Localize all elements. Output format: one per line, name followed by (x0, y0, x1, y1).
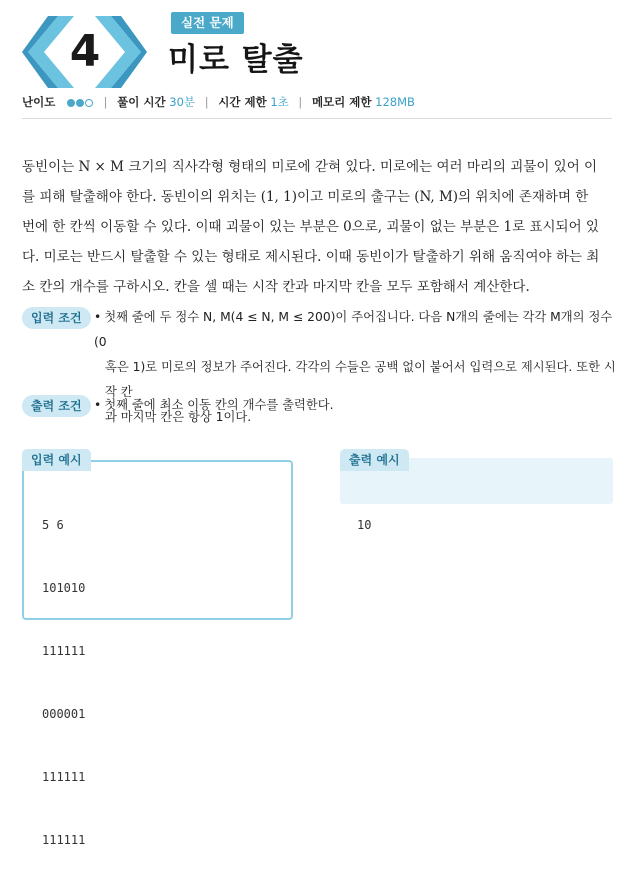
code-line: 101010 (42, 581, 86, 595)
code-line: 111111 (42, 644, 86, 658)
chapter-header (22, 10, 622, 90)
problem-meta (22, 94, 415, 111)
input-example-label: 입력 예시 (22, 449, 91, 471)
condition-line: 첫째 줄에 두 정수 N, M(4 ≤ N, M ≤ 200)이 주어집니다. 다음 N개의 줄에는 각각 M개의 정수(0 (94, 310, 613, 349)
code-line: 10 (357, 518, 372, 532)
memory-limit-label: 메모리 제한 (311, 95, 372, 109)
time-limit-value: 1초 (270, 95, 289, 109)
code-line: 111111 (42, 833, 86, 847)
divider: | (103, 95, 108, 109)
time-limit-label: 시간 제한 (218, 95, 267, 109)
problem-description (22, 152, 616, 302)
code-line: 5 6 (42, 518, 64, 532)
header-divider (22, 118, 612, 119)
difficulty-dot-empty-icon (85, 99, 93, 107)
description-line: 소 칸의 개수를 구하시오. 칸을 셀 때는 시작 칸과 마지막 칸을 모두 포함해서 계산한다. (22, 279, 530, 295)
divider: | (204, 95, 209, 109)
condition-line: 첫째 줄에 최소 이동 칸의 개수를 출력한다. (104, 398, 334, 412)
output-condition-label: 출력 조건 (22, 395, 91, 417)
input-example-code (42, 473, 85, 872)
code-line: 000001 (42, 707, 86, 721)
description-line: 동빈이는 N × M 크기의 직사각형 형태의 미로에 갇혀 있다. 미로에는 여러 마리의 괴물이 있어 이 (22, 159, 598, 175)
output-example-code (357, 473, 371, 557)
difficulty-dot-filled-icon (67, 99, 75, 107)
difficulty-indicator (67, 95, 94, 111)
input-condition-label: 입력 조건 (22, 307, 91, 329)
memory-limit-value: 128MB (375, 95, 415, 109)
output-condition-text (94, 393, 616, 418)
problem-number-logo (22, 14, 147, 90)
bullet: • (94, 310, 102, 324)
time-value: 30분 (169, 95, 196, 109)
code-line: 111111 (42, 770, 86, 784)
condition-line: 과 마지막 칸은 항상 1이다. (105, 410, 252, 424)
difficulty-label: 난이도 (22, 95, 56, 109)
category-badge: 실전 문제 (171, 12, 244, 34)
description-line: 번에 한 칸씩 이동할 수 있다. 이때 괴물이 있는 부분은 0으로, 괴물이 없는 부분은 1로 표시되어 있 (22, 219, 599, 235)
output-example-label: 출력 예시 (340, 449, 409, 471)
problem-number: 4 (69, 26, 101, 77)
page-title: 미로 탈출 (168, 42, 304, 78)
description-line: 를 피해 탈출해야 한다. 동빈이의 위치는 (1, 1)이고 미로의 출구는 (N, M)의 위치에 존재하며 한 (22, 189, 589, 205)
description-line: 다. 미로는 반드시 탈출할 수 있는 형태로 제시된다. 이때 동빈이가 탈출하기 위해 움직여야 하는 최 (22, 249, 600, 265)
condition-line: 혹은 1)로 미로의 정보가 주어진다. 각각의 수들은 공백 없이 붙어서 입력으로 제시된다. 또한 시작 칸 (105, 360, 616, 399)
difficulty-dot-filled-icon (76, 99, 84, 107)
bullet: • (94, 398, 102, 412)
time-label: 풀이 시간 (117, 95, 166, 109)
divider: | (298, 95, 303, 109)
